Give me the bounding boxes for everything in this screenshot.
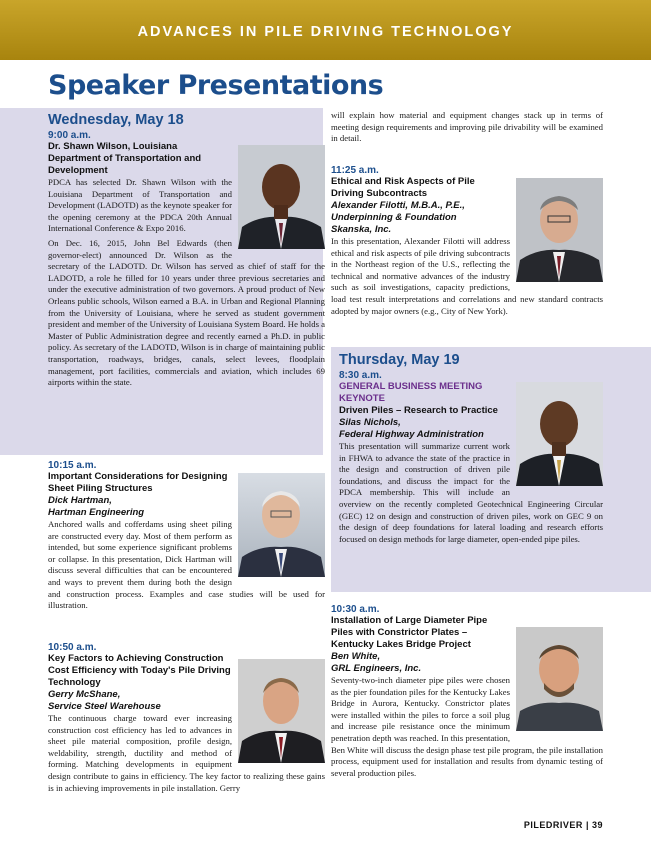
speaker-name: Silas Nichols,	[339, 417, 401, 428]
speaker-photo-wilson	[238, 145, 325, 249]
speaker-org: GRL Engineers, Inc.	[331, 663, 422, 674]
speaker-name: Gerry McShane,	[48, 689, 121, 700]
header-banner	[0, 0, 651, 60]
left-column	[48, 112, 325, 389]
speaker-photo-nichols	[516, 382, 603, 486]
session-time: 10:50 a.m.	[48, 642, 97, 653]
right-continuation	[331, 110, 603, 145]
session-title: Ethical and Risk Aspects of Pile Driving Subcontracts	[331, 176, 475, 199]
session-body: This presentation will summarize current work in FHWA to advance the state of the practice in the design and construction of driven pile foundations, and discuss the impact for the PDCA membership. This will include an overview on the recently completed Geotechnical Engineering Circular (GEC) 12 on design and construction of driven piles, work on GEC 9 on the design of deep foundations for lateral loading and research efforts focused on design methods for large diameter, open-ended pipe piles.	[339, 441, 603, 544]
session-body: In this presentation, Alexander Filotti will address ethical and risk aspects of pile driving subcontracts in the Northeast region of the U.S., reflecting the technical and normative advances of the industry such as soil investigations, capacity predictions, load test result interpretations and correlations and new standard contracts adopted by major owners (e.g., City of New York).	[331, 236, 603, 316]
speaker-org: Service Steel Warehouse	[48, 701, 161, 712]
session-filotti	[331, 163, 603, 317]
page-number: 39	[591, 820, 603, 830]
page-footer	[524, 820, 603, 830]
continued-text: will explain how material and equipment changes stack up in terms of meeting design requirements and improving pile drivability will be examined in detail.	[331, 110, 603, 144]
magazine-name: PILEDRIVER	[523, 820, 583, 830]
session-hartman	[48, 458, 325, 612]
session-nichols	[339, 352, 603, 545]
wednesday-heading: Wednesday, May 18	[48, 112, 184, 128]
thursday-heading: Thursday, May 19	[339, 352, 460, 368]
session-title: Important Considerations for Designing Sheet Piling Structures	[48, 471, 228, 494]
session-time: 10:15 a.m.	[48, 460, 97, 471]
session-time: 8:30 a.m.	[339, 370, 382, 381]
session-time: 9:00 a.m.	[48, 130, 91, 141]
session-title: Key Factors to Achieving Construction Cost Efficiency with Today's Pile Driving Technology	[48, 653, 231, 688]
speaker-photo-mcshane	[238, 659, 325, 763]
session-title: Driven Piles – Research to Practice	[339, 405, 498, 416]
session-time: 10:30 a.m.	[331, 604, 380, 615]
session-body: Seventy-two-inch diameter pipe piles were chosen as the pier foundation piles for the Kentucky Lakes Bridge in Aurora, Kentucky. Constrictor plates were installed within the piles to force a soil plug and increase pile resistance once the minimum penetration depth was reached. In this presentation, Ben White will discuss the design phase test pile program, the pile installation process, equipment used for installation and results from dynamic testing of several production piles.	[331, 675, 603, 778]
footer-separator: |	[585, 820, 589, 830]
speaker-name: Dick Hartman,	[48, 495, 112, 506]
session-white	[331, 602, 603, 779]
speaker-photo-filotti	[516, 178, 603, 282]
speaker-org: Hartman Engineering	[48, 507, 145, 518]
session-mcshane	[48, 640, 325, 794]
session-body: The continuous charge toward ever increasing construction cost efficiency has led to advances in sheet pile material composition, profile design, weldability, strength, ductility and method of forming. Matching developments in equipment design contribute to gains in efficiency. The key factor to realizing these gains is in achieving improvements in pile installation. Gerry	[48, 713, 325, 793]
session-title: Installation of Large Diameter Pipe Piles with Constrictor Plates – Kentucky Lakes Bridge Project	[331, 615, 488, 650]
speaker-org: Federal Highway Administration	[339, 429, 484, 440]
session-body: Anchored walls and cofferdams using sheet piling are constructed every day. Most of them perform as intended, but some experience significant problems or collapse. In this presentation, Dick Hartman will discuss several difficulties that can be encountered and ways to prevent them during both the design and construction process. Examples and case studies will be used for illustration.	[48, 519, 325, 611]
keynote-label: GENERAL BUSINESS MEETING KEYNOTE	[339, 381, 483, 404]
speaker-name: Ben White,	[331, 651, 381, 662]
speaker-org: Underpinning & Foundation	[331, 212, 457, 223]
speaker-name: Alexander Filotti, M.B.A., P.E.,	[331, 200, 465, 211]
session-time: 11:25 a.m.	[331, 165, 379, 176]
banner-title: ADVANCES IN PILE DRIVING TECHNOLOGY	[137, 24, 514, 40]
page-title: Speaker Presentations	[48, 70, 384, 101]
session-body: PDCA has selected Dr. Shawn Wilson with the Louisiana Department of Transportation and Development (LADOTD) as the keynote speaker for the opening ceremony at the PDCA 20th Annual International Conference & Expo 2016.	[48, 177, 232, 234]
session-body-2: On Dec. 16, 2015, John Bel Edwards (then governor-elect) announced Dr. Wilson as the secretary of the LADOTD. Dr. Wilson has served as chief of staff for the LADOTD, a role he filled for 10 years under three previous secretaries and under the executive administration of two governors. A proud product of New Orleans public schools, Wilson earned a B.A. in Urban and Regional Planning from the University of Louisiana, where he served as student government president and member of the University of Louisiana System Board. He holds a Master of Public Administration degree and recently earned a Ph.D. in public policy. As secretary of the LADOTD, Wilson is in charge of maintaining public transportation, roadways, bridges, canals, select levees, floodplain management, port facilities, commercials and aviation, which includes 69 airports within the state.	[48, 237, 325, 388]
speaker-org-2: Skanska, Inc.	[331, 224, 392, 235]
speaker-photo-hartman	[238, 473, 325, 577]
speaker-photo-white	[516, 627, 603, 731]
session-title: Dr. Shawn Wilson, Louisiana Department of Transportation and Development	[48, 141, 202, 176]
